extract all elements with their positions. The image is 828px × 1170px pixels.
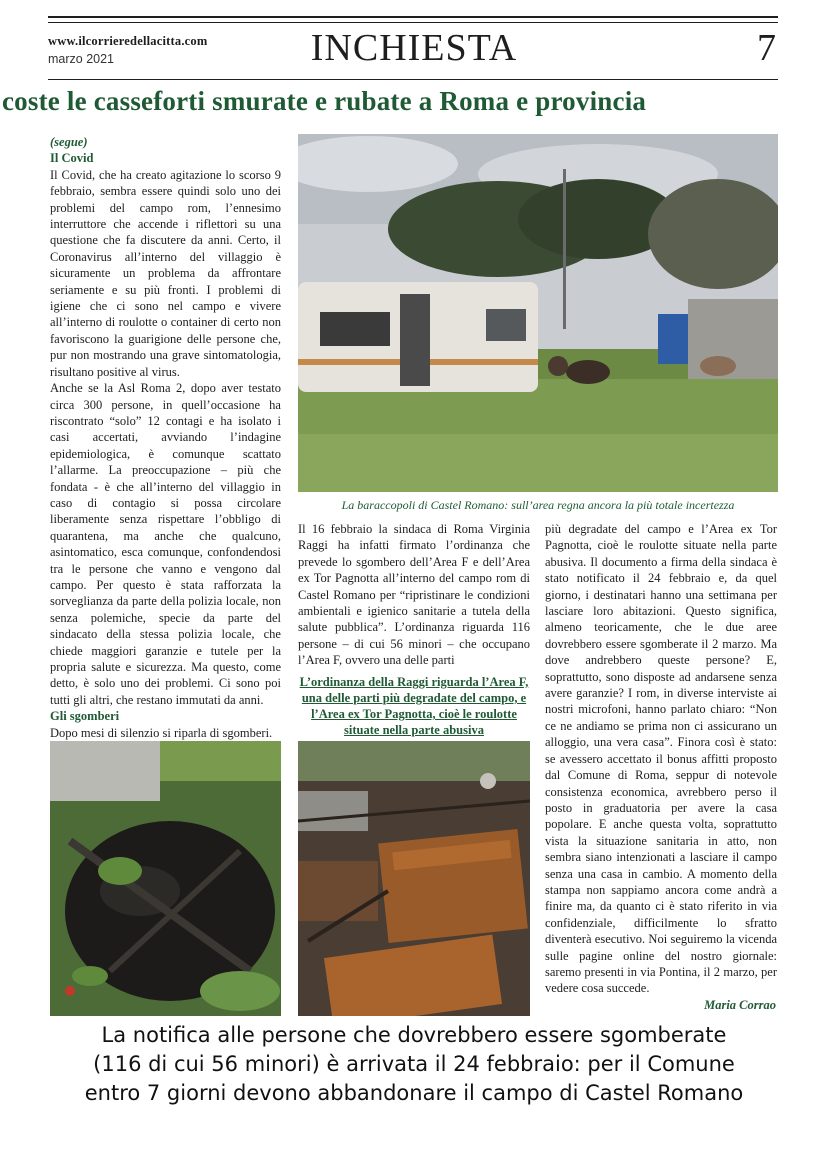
paragraph-covid-1: Il Covid, che ha creato agitazione lo scorso 9 febbraio, sembra essere quindi solo uno dei problemi del campo rom, l’ennesimo interruttore che accende i riflettori su una questione che fa discutere da anni. Certo, il Coronavirus all’interno del villaggio è sicuramente un problema da affrontare seriamente e su più fronti. I problemi di igiene che ci sono nel campo e vivere all’interno di roulotte o container di certo non favoriscono la guarigione delle persone che, pur non mostrando una grave sintomatologia, risultano positive al virus. <box>50 167 281 379</box>
article-column-2 <box>298 521 530 669</box>
author-byline: Maria Corrao <box>704 998 776 1012</box>
photo-caravan-camp <box>298 134 778 492</box>
bottom-headline <box>0 1021 828 1108</box>
pull-quote: L’ordinanza della Raggi riguarda l’Area F, una delle parti più degradate del campo, e l’Area ex Tor Pagnotta, cioè le roulotte situate nella parte abusiva <box>299 675 529 737</box>
bottom-headline-line-3: entro 7 giorni devono abbandonare il campo di Castel Romano <box>84 1081 744 1105</box>
issue-date: marzo 2021 <box>48 52 115 66</box>
photo-caption: La baraccopoli di Castel Romano: sull’area regna ancora la più totale incertezza <box>341 498 735 512</box>
photo-burnt-ground <box>50 741 281 1016</box>
continued-label: (segue) <box>50 135 88 149</box>
subhead-sgomberi: Gli sgomberi <box>50 709 120 724</box>
page-number: 7 <box>757 27 776 69</box>
paragraph-covid-2: Anche se la Asl Roma 2, dopo aver testato circa 300 persone, in quell’occasione ha riscontrato “solo” 12 contagi e ha isolato i casi accertati, avviando l’indagine epidemiologica, è comunque scattato l’allarme. La preoccupazione – più che fondata - è che all’interno del villaggio in caso di contagio si possa circolare liberamente senza rispettare l’obbligo di quarantena, ma anche che qualcuno, asintomatico, esca comunque, confondendosi tra le persone che vanno e vengono dal campo. Per questo è stata rafforzata la sorveglianza da parte della polizia locale, non senza polemiche, specie da parte del sindacato della stessa polizia locale, che chiede maggiori garanzie e tutele per la propria salute e sicurezza. Ma questo, come detto, è solo uno dei problemi. Ci sono poi tutti gli altri, che restano immutati da anni. <box>50 381 281 707</box>
article-column-1 <box>50 134 281 741</box>
paragraph-sgomberi-1: Dopo mesi di silenzio si riparla di sgomberi. <box>50 725 273 740</box>
bottom-headline-line-2: (116 di cui 56 minori) è arrivata il 24 febbraio: per il Comune <box>93 1052 735 1076</box>
article-column-3 <box>545 521 777 997</box>
photo-rusted-debris <box>298 741 530 1016</box>
masthead-top-rule-thin <box>48 22 778 23</box>
section-title: INCHIESTA <box>310 27 518 69</box>
paragraph-ordinanza: Il 16 febbraio la sindaca di Roma Virginia Raggi ha infatti firmato l’ordinanza che prevede lo sgombero dell’Area F e dell’Area ex Tor Pagnotta all’interno del campo rom di Castel Romano per “ripristinare le condizioni ambientali e igienico sanitarie a tutela della salute pubblica”. L’ordinanza riguarda 116 persone – di cui 56 minori – che occupano l’Area F, ovvero una delle parti <box>298 522 530 668</box>
site-url[interactable]: www.ilcorrieredellacitta.com <box>48 34 208 48</box>
masthead-bottom-rule <box>48 79 778 80</box>
bottom-headline-line-1: La notifica alle persone che dovrebbero essere sgomberate <box>101 1023 727 1047</box>
masthead-top-rule <box>48 16 778 18</box>
paragraph-notifica: più degradate del campo e l’Area ex Tor Pagnotta, cioè le roulotte situate nella parte abusiva. Il documento a firma della sindaca è stato notificato il 24 febbraio e, da quel giorno, i destinatari hanno una settimana per lasciare loro abitazioni. Questo significa, almeno teoricamente, che le due aree dovrebbero essere sgomberate il 2 marzo. Ma dove andrebbero queste persone? E, soprattutto, sono disposte ad andarsene senza avere garanzie? I rom, in diverse interviste ai nostri microfoni, hanno parlato chiaro: “Non ce ne andiamo se prima non ci assicurano un alloggio, una vera casa”. Finora così è stato: se avessero accettato il bonus affitti proposto dal Comune di Roma, seppur di notevole consistenza economica, avrebbero perso il posto in graduatoria per avere la casa popolare. E anche questa volta, soprattutto vista la situazione sanitaria in atto, non sembra siano intenzionati a lasciare il campo senza una casa in cambio. A momento della stampa non sappiamo ancora come andrà a finire ma, da quanto ci è stato riferito in via confidenziale, difficilmente lo sfratto diventerà esecutivo. Noi seguiremo la vicenda sulle pagine online del nostro giornale: saremo presenti in via Pontina, il 2 marzo, per vedere cosa succede. <box>545 522 777 996</box>
page-headline: coste le casseforti smurate e rubate a Roma e provincia <box>2 86 647 116</box>
subhead-covid: Il Covid <box>50 151 94 166</box>
